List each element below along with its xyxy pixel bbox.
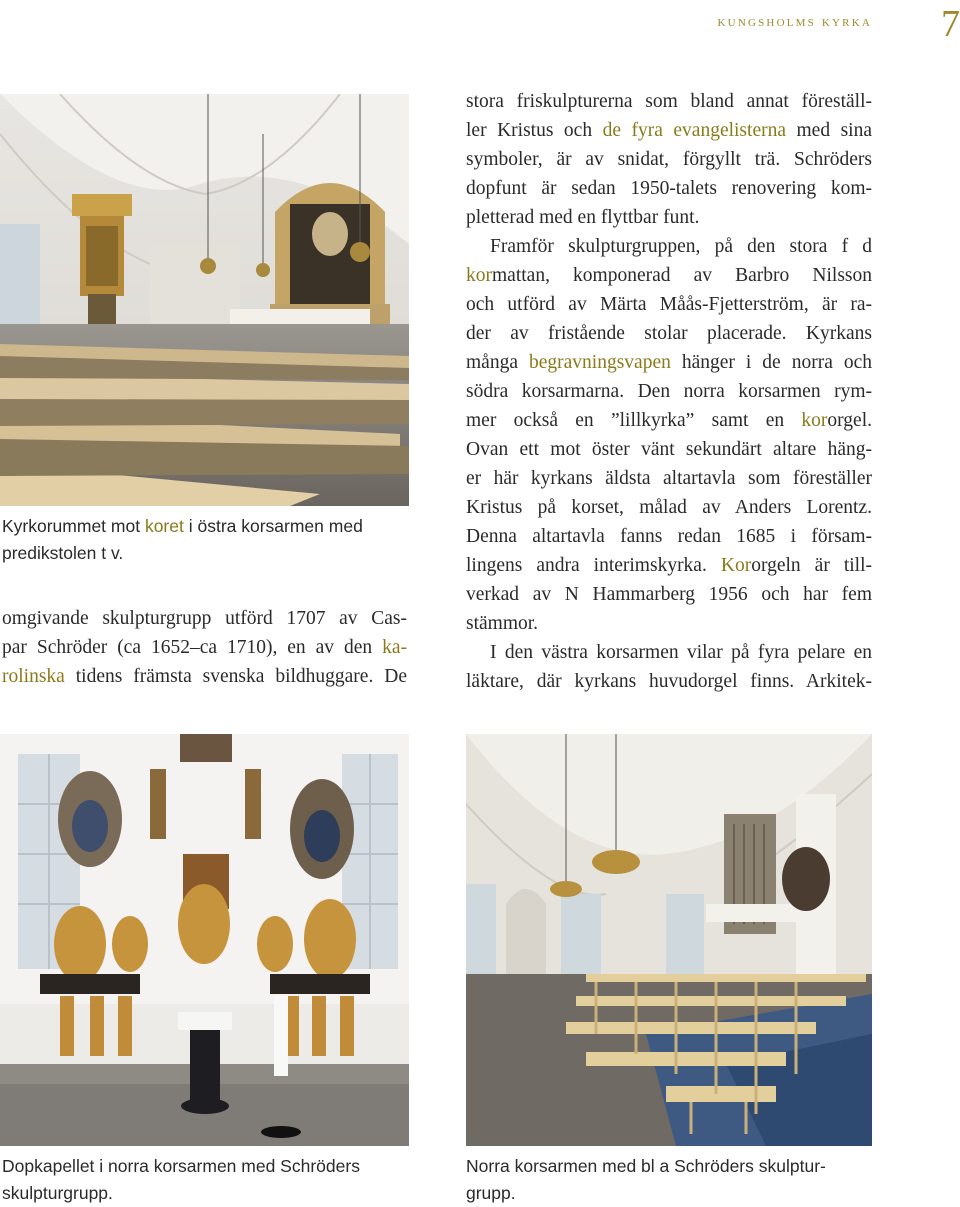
right-text-line: stora friskulpturerna som bland annat föreställ- (466, 91, 872, 112)
right-text-line: symboler, är av snidat, förgyllt trä. Schröders (466, 149, 872, 170)
right-text-line: läktare, där kyrkans huvudorgel finns. Arkitek- (466, 671, 872, 692)
page-number: 7 (941, 3, 960, 45)
text-highlight: ka- (382, 637, 407, 658)
baptismal-chapel-illustration (0, 734, 409, 1146)
text-highlight: kor (466, 265, 492, 286)
caption-text: i östra korsarmen med predikstolen t v. (2, 516, 363, 563)
right-text-line: södra korsarmarna. Den norra korsarmen rym- (466, 381, 872, 402)
text-span: orgel. (827, 410, 872, 431)
text-span: tidens främsta svenska bildhuggare. De (64, 666, 407, 687)
caption-line: grupp. (466, 1183, 516, 1203)
right-text-line (466, 552, 872, 581)
right-text-line: verkad av N Hammarberg 1956 och har fem (466, 584, 872, 605)
left-text-line (2, 634, 407, 663)
baptismal-chapel-photo (0, 734, 409, 1146)
right-text-line: der av fristående stolar placerade. Kyrkans (466, 323, 872, 344)
right-text-line (466, 407, 872, 436)
right-text-line: Ovan ett mot öster vänt sekundärt altare häng- (466, 439, 872, 460)
text-span: lingens andra interimskyrka. (466, 555, 721, 576)
top-image-caption (2, 513, 402, 567)
text-highlight: rolinska (2, 666, 65, 687)
left-text-line (2, 663, 407, 692)
running-title: kungsholms kyrka (717, 14, 872, 30)
church-interior-illustration (0, 94, 409, 506)
text-span: ler Kristus och (466, 120, 603, 141)
north-transept-illustration (466, 734, 872, 1146)
church-interior-photo (0, 94, 409, 506)
caption-text: Kyrkorummet mot (2, 516, 145, 536)
right-text-line: I den västra korsarmen vilar på fyra pelare en (490, 642, 872, 663)
text-highlight: Kor (720, 555, 752, 576)
text-highlight: kor (801, 410, 828, 431)
text-highlight: de fyra evangelisterna (602, 120, 786, 141)
right-text-line: Kristus på korset, målad av Anders Lorentz. (466, 497, 872, 518)
right-text-line: och utförd av Märta Måås-Fjetterström, är ra- (466, 294, 872, 315)
right-text-line: stämmor. (466, 613, 539, 634)
text-span: med sina (786, 120, 872, 141)
right-text-line (466, 117, 872, 146)
text-highlight: begravningsvapen (528, 352, 671, 373)
bottom-left-caption: Dopkapellet i norra korsarmen med Schröders skulpturgrupp. (2, 1156, 360, 1203)
text-span: hänger i de norra och (670, 352, 872, 373)
right-text-line (466, 349, 872, 378)
right-text-line: pletterad med en flyttbar funt. (466, 207, 700, 228)
caption-line: Norra korsarmen med bl a Schröders skulptur- (466, 1156, 826, 1176)
right-text-line: er här kyrkans äldsta altartavla som föreställer (466, 468, 872, 489)
right-text-line: dopfunt är sedan 1950-talets renovering kom- (466, 178, 872, 199)
left-text-line: omgivande skulpturgrupp utförd 1707 av Cas- (2, 608, 407, 629)
text-span: mattan, komponerad av Barbro Nilsson (492, 265, 872, 286)
right-text-line: Framför skulpturgruppen, på den stora f d (490, 236, 872, 257)
north-transept-photo (466, 734, 872, 1146)
text-span: mer också en ”lillkyrka” samt en (466, 410, 802, 431)
right-text-line: Denna altartavla fanns redan 1685 i försam- (466, 526, 872, 547)
text-span: par Schröder (ca 1652–ca 1710), en av den (2, 637, 383, 658)
bottom-right-caption (466, 1153, 866, 1207)
right-text-line (466, 262, 872, 291)
text-span: många (466, 352, 529, 373)
text-span: orgeln är till- (751, 555, 872, 576)
caption-highlight: koret (144, 516, 184, 536)
